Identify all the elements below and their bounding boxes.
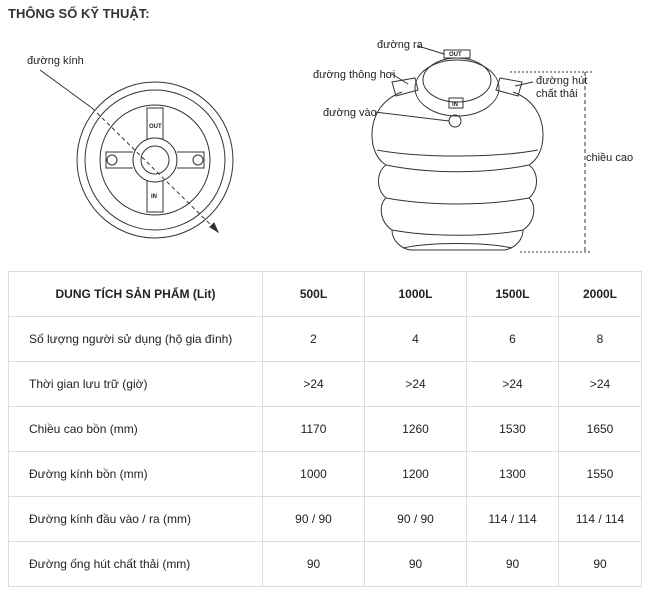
table-row — [9, 497, 642, 542]
header-2000l: 2000L — [559, 272, 642, 317]
table-cell: 90 — [263, 542, 365, 587]
table-cell: 1260 — [365, 407, 467, 452]
suction-label-line2: chất thải — [536, 88, 578, 100]
table-row — [9, 317, 642, 362]
header-1500l: 1500L — [467, 272, 559, 317]
technical-drawing — [0, 0, 650, 270]
row-label: Số lượng người sử dụng (hộ gia đình) — [9, 317, 263, 362]
table-row — [9, 407, 642, 452]
section-title: THÔNG SỐ KỸ THUẬT: — [8, 6, 150, 21]
table-cell: 114 / 114 — [467, 497, 559, 542]
table-cell: 90 / 90 — [365, 497, 467, 542]
table-row — [9, 452, 642, 497]
row-label: Chiều cao bồn (mm) — [9, 407, 263, 452]
header-500l: 500L — [263, 272, 365, 317]
table-cell: 1170 — [263, 407, 365, 452]
top-out-mark: OUT — [149, 124, 162, 130]
diameter-label: đường kính — [27, 55, 84, 67]
table-cell: 1650 — [559, 407, 642, 452]
table-row — [9, 362, 642, 407]
row-label: Thời gian lưu trữ (giờ) — [9, 362, 263, 407]
table-cell: 114 / 114 — [559, 497, 642, 542]
table-cell: 90 — [467, 542, 559, 587]
table-cell: 6 — [467, 317, 559, 362]
top-in-mark: IN — [151, 194, 157, 200]
row-label: Đường ống hút chất thải (mm) — [9, 542, 263, 587]
table-cell: 4 — [365, 317, 467, 362]
table-cell: 8 — [559, 317, 642, 362]
table-cell: 90 / 90 — [263, 497, 365, 542]
inlet-label: đường vào — [323, 107, 377, 119]
top-view-diagram — [40, 70, 233, 238]
table-header-row — [9, 272, 642, 317]
table-cell: 90 — [365, 542, 467, 587]
row-label: Đường kính bồn (mm) — [9, 452, 263, 497]
table-cell: 1300 — [467, 452, 559, 497]
row-label: Đường kính đầu vào / ra (mm) — [9, 497, 263, 542]
header-capacity: DUNG TÍCH SẢN PHẨM (Lit) — [9, 272, 263, 317]
table-row — [9, 542, 642, 587]
table-cell: >24 — [263, 362, 365, 407]
table-cell: >24 — [365, 362, 467, 407]
table-cell: 1530 — [467, 407, 559, 452]
table-cell: 2 — [263, 317, 365, 362]
table-cell: 1000 — [263, 452, 365, 497]
spec-table — [8, 271, 642, 587]
side-out-mark: OUT — [449, 52, 462, 58]
table-cell: 90 — [559, 542, 642, 587]
height-label: chiều cao — [586, 152, 634, 164]
side-in-mark: IN — [452, 102, 458, 108]
header-1000l: 1000L — [365, 272, 467, 317]
table-cell: >24 — [559, 362, 642, 407]
outlet-label: đường ra — [377, 39, 423, 51]
table-cell: 1200 — [365, 452, 467, 497]
vent-label: đường thông hơi — [313, 69, 396, 81]
table-cell: >24 — [467, 362, 559, 407]
table-cell: 1550 — [559, 452, 642, 497]
suction-label-line1: đường hút — [536, 75, 588, 87]
